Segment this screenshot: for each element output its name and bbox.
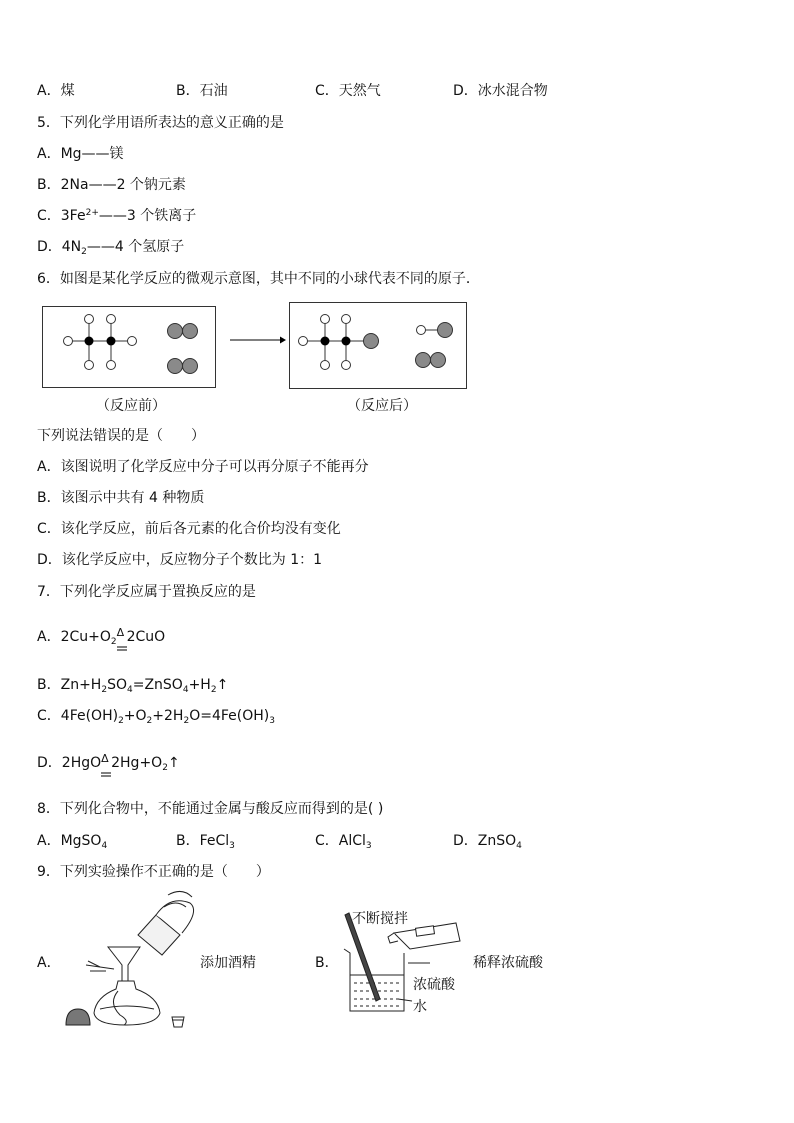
q6-option-b: B．该图示中共有 4 种物质 [37, 490, 205, 506]
q8-option-c: C．AlCl$_3$ [315, 833, 372, 851]
q7-stem: 7．下列化学反应属于置换反应的是 [37, 584, 256, 600]
q6-stem: 6．如图是某化学反应的微观示意图，其中不同的小球代表不同的原子． [37, 271, 480, 287]
q6-prompt: 下列说法错误的是（ ） [37, 428, 205, 444]
q8-option-a: A．MgSO$_4$ [37, 833, 108, 851]
q9-option-b-acid-label: 浓硫酸 [413, 977, 455, 993]
q4-option-b: B．石油 [176, 83, 228, 99]
q9-option-b-label: B． [315, 955, 339, 971]
caption-after: （反应后） [347, 398, 417, 414]
q6-option-d: D．该化学反应中，反应物分子个数比为 1：1 [37, 552, 323, 568]
q6-option-c: C．该化学反应，前后各元素的化合价均没有变化 [37, 521, 341, 537]
q6-option-a: A．该图说明了化学反应中分子可以再分原子不能再分 [37, 459, 369, 475]
q9-option-a-caption: 添加酒精 [200, 955, 256, 971]
q7-option-d: D．2HgO Δ $2Hg+O_2↑$ [37, 752, 180, 773]
q4-option-c: C．天然气 [315, 83, 381, 99]
q5-option-b: B．2Na——2 个钠元素 [37, 177, 186, 193]
alcohol-lamp-figure [60, 885, 210, 1033]
q7-option-a: A．$2Cu+O_2$ Δ 2CuO [37, 626, 166, 647]
after-reaction-box [289, 302, 467, 389]
q9-option-a-label: A． [37, 955, 61, 971]
q9-option-b-stir-label: 不断搅拌 [352, 911, 408, 927]
q8-stem: 8．下列化合物中，不能通过金属与酸反应而得到的是( ) [37, 801, 384, 817]
q8-option-d: D．ZnSO$_4$ [453, 833, 522, 851]
before-reaction-box [42, 306, 216, 388]
q5-option-c: C．$3Fe^{2+}——3$ 个铁离子 [37, 208, 197, 224]
reaction-arrow-icon [230, 334, 285, 346]
q5-stem: 5．下列化学用语所表达的意义正确的是 [37, 115, 284, 131]
q7-option-b: B．$Zn+H_2SO_4=ZnSO_4+H_2↑$ [37, 677, 229, 695]
after-molecules-diagram [290, 303, 466, 388]
q9-option-b-caption: 稀释浓硫酸 [473, 955, 543, 971]
q9-stem: 9．下列实验操作不正确的是（ ） [37, 864, 270, 880]
caption-before: （反应前） [96, 398, 166, 414]
q4-option-d: D．冰水混合物 [453, 83, 548, 99]
q5-option-a: A．Mg——镁 [37, 146, 124, 162]
before-molecules-diagram [43, 307, 215, 387]
q9-option-b-water-label: 水 [413, 999, 427, 1015]
q5-option-d: D．$4N_2——4$ 个氢原子 [37, 239, 185, 257]
q8-option-b: B．FeCl$_3$ [176, 833, 235, 851]
q4-option-a: A．煤 [37, 83, 75, 99]
q7-option-c: C．$4Fe(OH)_2+O_2+2H_2O=4Fe(OH)_3$ [37, 708, 275, 726]
